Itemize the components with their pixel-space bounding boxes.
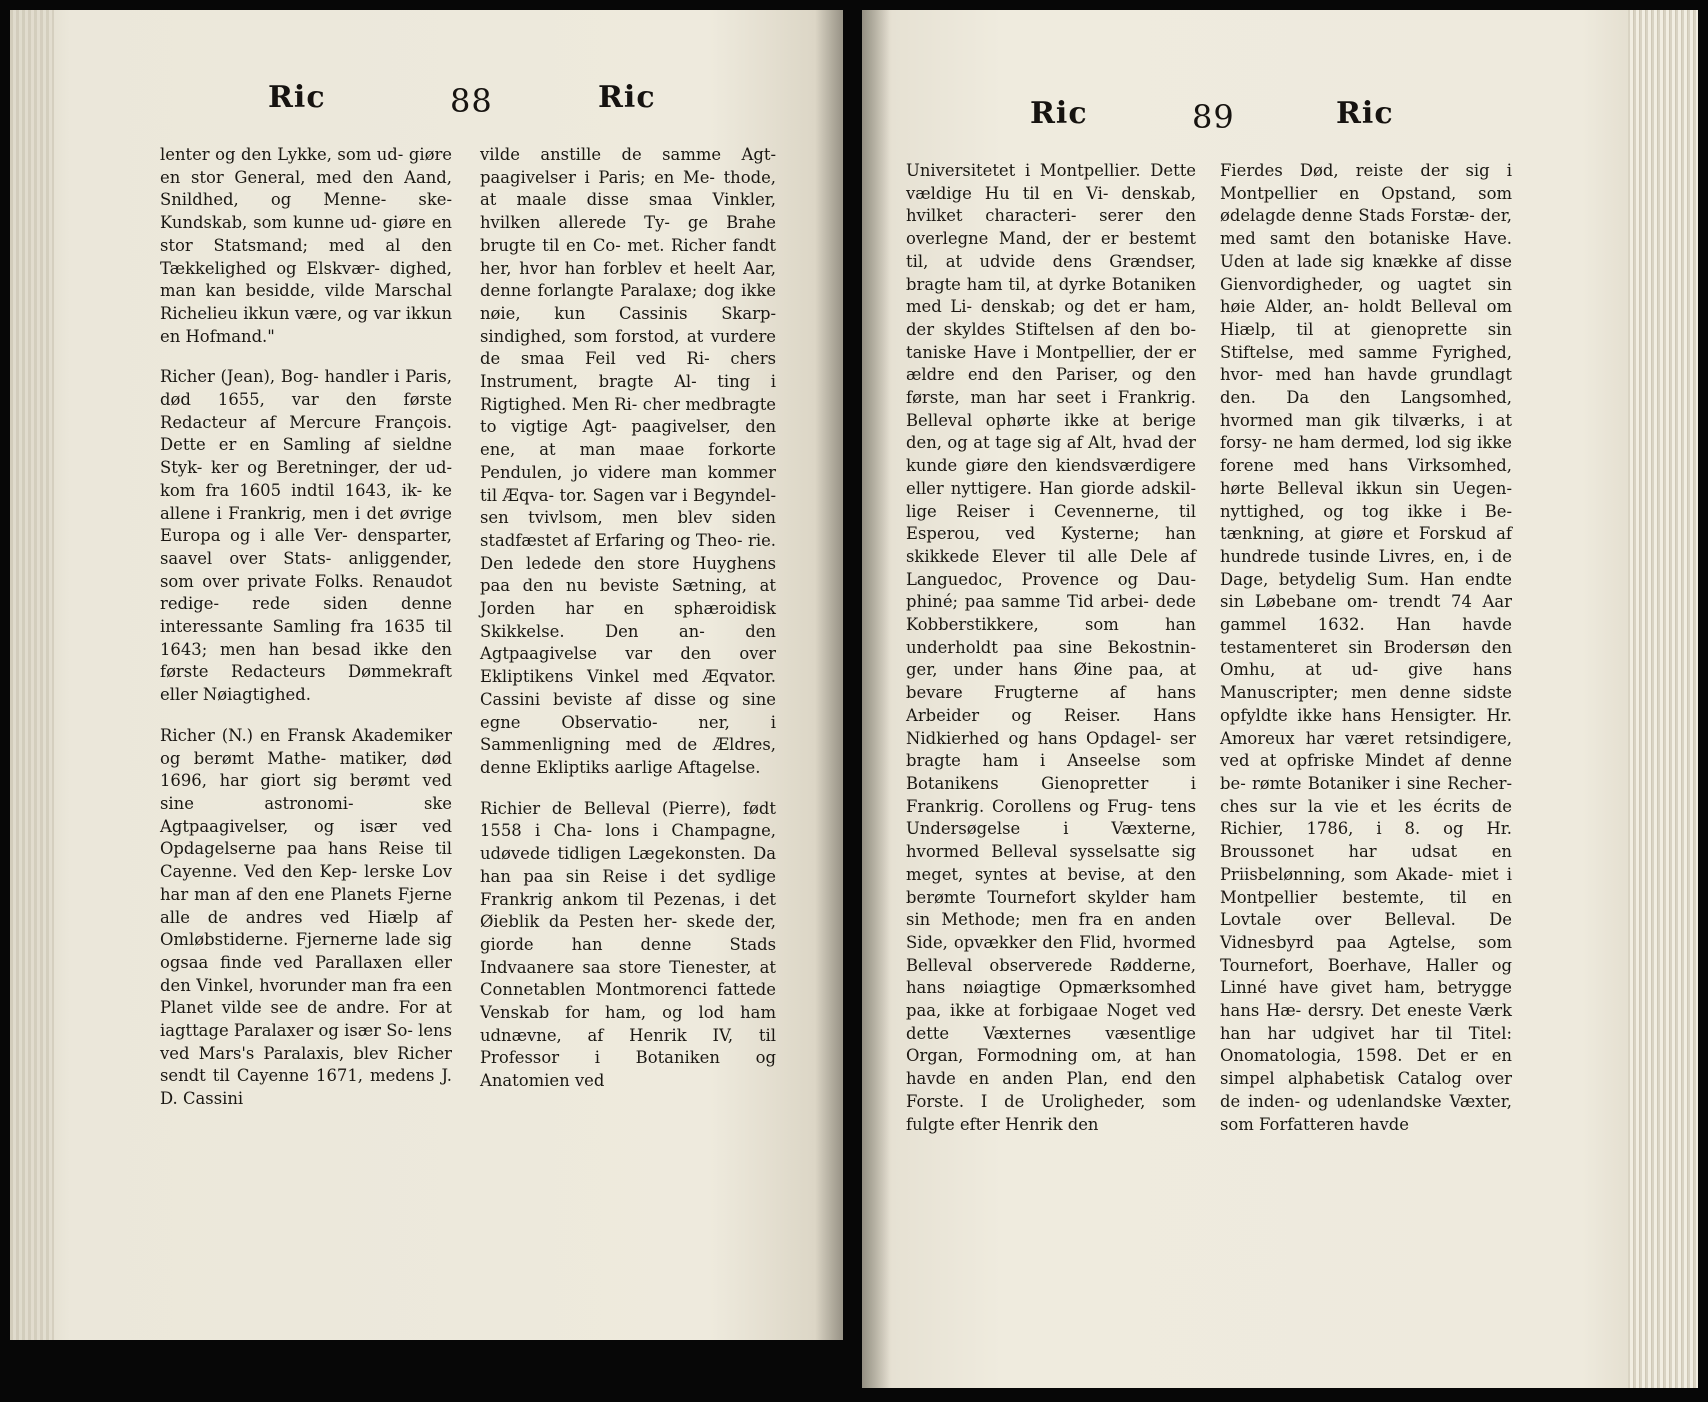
right-gutter-shadow [862, 10, 890, 1388]
paragraph-richelieu-end: lenter og den Lykke, som ud- giøre en stor General, med den Aand, Snildhed, og Menne- ske-Kundskab, som kunne ud- giøre en stor Statsmand; med al den Tækkelighed og Elskvær- dighed, man kan besidde, vilde Marschal Richelieu ikkun være, og var ikkun en Hofmand." [160, 145, 452, 346]
left-page-column-2 [480, 144, 776, 1093]
entry-richier-de-belleval: Richier de Belleval (Pierre), født 1558 i Cha- lons i Champagne, udøvede tidligen Lægekonsten. Da han paa sin Reise i det sydlige Frankrig ankom til Pezenas, i det Øieblik da Pesten her- skede der, giorde han denne Stads Indvaanere saa store Tienester, at Connetablen Montmorenci fattede Venskab for ham, og lod ham udnævne, af Henrik IV, til Professor i Botaniken og Anatomien ved [480, 798, 776, 1091]
right-page-edges [1628, 10, 1698, 1388]
left-running-head-right: Ric [598, 80, 656, 115]
left-page [10, 10, 843, 1340]
right-page-column-1 [906, 160, 1196, 1136]
entry-richer-jean: Richer (Jean), Bog- handler i Paris, død 1655, var den første Redacteur af Mercure François. Dette er en Samling af sieldne Styk- ker og Beretninger, der ud- kom fra 1605 indtil 1643, ik- ke allene i Frankrig, men i det øvrige Europa og i alle Ver- densparter, saavel over Stats- anliggender, som over private Folks. Renaudot redige- rede siden denne interessante Samling fra 1635 til 1643; men han besad ikke den første Redacteurs Dømmekraft eller Nøiagtighed. [160, 367, 452, 705]
paragraph-richer-continued: vilde anstille de samme Agt- paagivelser i Paris; en Me- thode, at maale disse smaa Vinkler, hvilken allerede Ty- ge Brahe brugte til en Co- met. Richer fandt her, hvor han forblev et heelt Aar, denne forlangte Paralaxe; dog ikke nøie, kun Cassinis Skarp- sindighed, som forstod, at vurdere de smaa Feil ved Ri- chers Instrument, bragte Al- ting i Rigtighed. Men Ri- cher medbragte to vigtige Agt- paagivelser, den ene, at man maae forkorte Pendulen, jo videre man kommer til Æqva- tor. Sagen var i Begyndel- sen tvivlsom, men blev siden stadfæstet af Erfaring og Theo- rie. Den ledede den store Huyghens paa den nu beviste Sætning, at Jorden har en sphæroidisk Skikkelse. Den an- den Agtpaagivelse var den over Ekliptikens Vinkel med Æqvator. Cassini beviste af disse og sine egne Observatio- ner, i Sammenligning med de Ældres, denne Ekliptiks aarlige Aftagelse. [480, 145, 776, 777]
left-running-head-left: Ric [268, 80, 326, 115]
right-running-head-left: Ric [1030, 96, 1088, 131]
entry-richer-n: Richer (N.) en Fransk Akademiker og berømt Mathe- matiker, død 1696, har giort sig berømt ved sine astronomi- ske Agtpaagivelser, og især ved Opdagelserne paa hans Reise til Cayenne. Ved den Kep- lerske Lov har man af den ene Planets Fjerne alle de andres ved Hiælp af Omløbstiderne. Fjernerne lade sig ogsaa finde ved Parallaxen eller den Vinkel, hvorunder man fra een Planet vilde see de andre. For at iagttage Paralaxer og især So- lens ved Mars's Paralaxis, blev Richer sendt til Cayenne 1671, medens J. D. Cassini [160, 725, 452, 1109]
right-page [862, 10, 1698, 1388]
left-gutter-shadow [815, 10, 843, 1340]
right-page-column-2 [1220, 160, 1512, 1136]
left-page-edges [10, 10, 54, 1340]
left-page-column-1 [160, 144, 452, 1111]
right-running-head-right: Ric [1336, 96, 1394, 131]
right-page-number: 89 [1192, 98, 1235, 136]
paragraph-belleval-later-life: Fierdes Død, reiste der sig i Montpellier en Opstand, som ødelagde denne Stads Forstæ- der, med samt den botaniske Have. Uden at lade sig knække af disse Gienvordigheder, og uagtet sin høie Alder, an- holdt Belleval om Hiælp, til at gienoprette sin Stiftelse, med samme Fyrighed, hvor- med han havde grundlagt den. Da den Langsomhed, hvormed man gik tilværks, i at forsy- ne ham dermed, lod sig ikke forene med hans Virksomhed, hørte Belleval ikkun sin Uegen- nyttighed, og tog ikke i Be- tænkning, at giøre et Forskud af hundrede tusinde Livres, en, i de Dage, betydelig Sum. Han endte sin Løbebane om- trendt 74 Aar gammel 1632. Han havde testamenteret sin Brodersøn den Omhu, at ud- give hans Manuscripter; men denne sidste opfyldte ikke hans Hensigter. Hr. Amoreux har været retsindigere, ved at opfriske Mindet af denne be- rømte Botaniker i sine Recher- ches sur la vie et les écrits de Richier, 1786, i 8. og Hr. Broussonet har udsat en Priisbelønning, som Akade- miet i Montpellier bestemte, til en Lovtale over Belleval. De Vidnesbyrd paa Agtelse, som Tournefort, Boerhave, Haller og Linné have givet ham, betrygge hans Hæ- dersry. Det eneste Værk han har udgivet har til Titel: Onomatologia, 1598. Det er en simpel alphabetisk Catalog over de inden- og udenlandske Væxter, som Forfatteren havde [1220, 161, 1512, 1134]
paragraph-belleval-montpellier: Universitetet i Montpellier. Dette vældige Hu til en Vi- denskab, hvilket characteri- serer den overlegne Mand, der er bestemt til, at udvide dens Grændser, bragte ham til, at dyrke Botaniken med Li- denskab; og det er ham, der skyldes Stiftelsen af den bo- taniske Have i Montpellier, der er ældre end den Pariser, og den første, man har seet i Frankrig. Belleval ophørte ikke at berige den, og at tage sig af Alt, hvad der kunde giøre den kiendsværdigere eller nyttigere. Han giorde adskil- lige Reiser i Cevennerne, til Esperou, ved Kysterne; han skikkede Elever til alle Dele af Languedoc, Provence og Dau- phiné; paa samme Tid arbei- dede Kobberstikkere, som han underholdt paa sine Bekostnin- ger, under hans Øine paa, at bevare Frugterne af hans Arbeider og Reiser. Hans Nidkierhed og hans Opdagel- ser bragte ham i Anseelse som Botanikens Gienopretter i Frankrig. Corollens og Frug- tens Undersøgelse i Væxterne, hvormed Belleval sysselsatte sig meget, syntes at bevise, at den berømte Tournefort skylder ham sin Methode; men fra en anden Side, opvækker den Flid, hvormed Belleval observerede Rødderne, hans nøiagtige Opmærksomhed paa, ikke at forbigaae Noget ved dette Væxternes væsentlige Organ, Formodning om, at han havde en anden Plan, end den Forste. I de Uroligheder, som fulgte efter Henrik den [906, 161, 1196, 1134]
left-page-number: 88 [450, 82, 493, 120]
